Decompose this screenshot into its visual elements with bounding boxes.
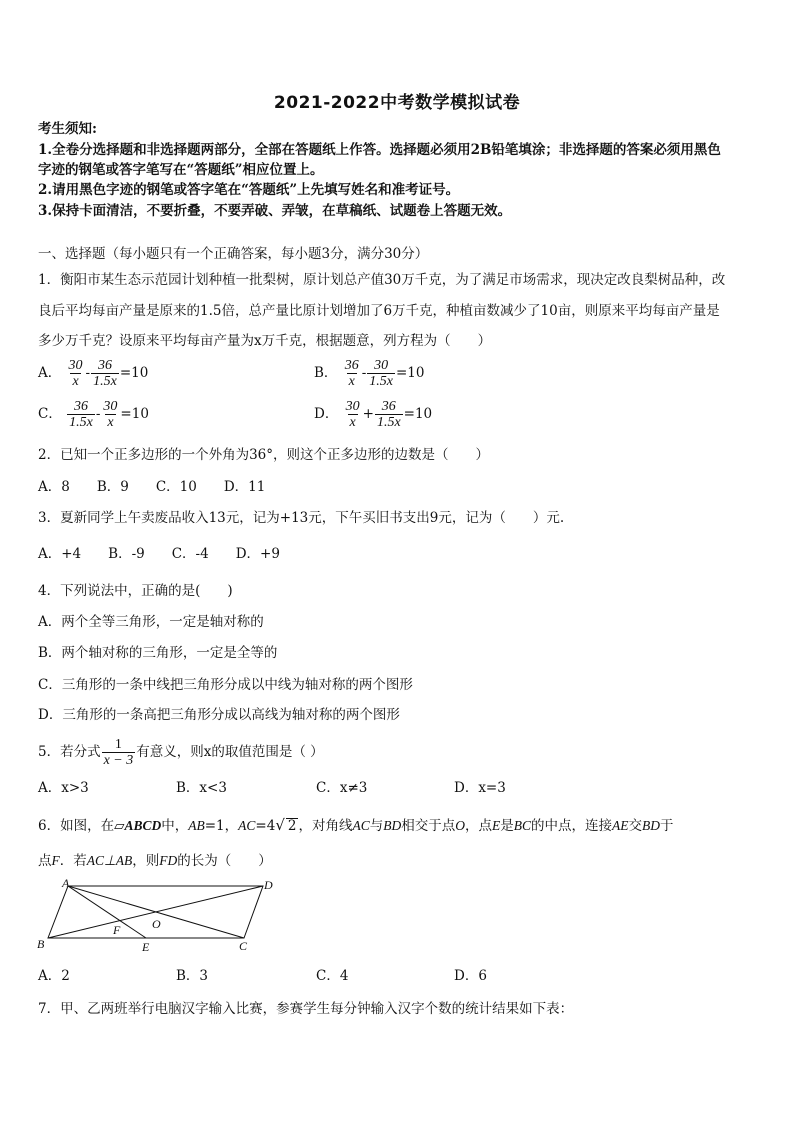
fraction: $\frac{1}{x - 3}$ (103, 737, 134, 768)
q1-stem-line-1: 1．衡阳市某生态示范园计划种植一批梨树，原计划总产值30万千克，为了满足市场需求，现决定改良梨树品种，改 (38, 272, 726, 288)
fraction: $\frac{30}{x}$ (103, 399, 118, 430)
notice-item-3: 3.保持卡面清洁，不要折叠，不要弄破、弄皱，在草稿纸、试题卷上答题无效。 (38, 203, 512, 219)
label-c: C (239, 939, 248, 953)
fraction: $\frac{36}{1.5x}$ (93, 358, 117, 389)
label-d: D (264, 878, 273, 892)
q6-stem-line-2: 点F．若AC⊥AB，则FD的长为（ ） (38, 853, 272, 869)
label-e: E (142, 940, 150, 954)
q4-option-a: A．两个全等三角形，一定是轴对称的 (38, 614, 264, 630)
q5-stem: 5．若分式 $\frac{1}{x - 3}$ 有意义，则x的取值范围是（ ） (38, 737, 324, 768)
notice-heading: 考生须知: (38, 121, 97, 137)
q2-stem: 2．已知一个正多边形的一个外角为36°，则这个正多边形的边数是（ ） (38, 447, 490, 463)
q3-stem: 3．夏新同学上午卖废品收入13元，记为+13元，下午买旧书支出9元，记为（ ）元. (38, 510, 565, 526)
q1-stem-line-3: 多少万千克？设原来平均每亩产量为x万千克，根据题意，列方程为（ ） (38, 333, 492, 349)
q1-stem-line-2: 良后平均每亩产量是原来的1.5倍，总产量比原计划增加了6万千克，种植亩数减少了10亩，则原来平均每亩产量是 (38, 303, 720, 319)
fraction: $\frac{36}{x}$ (344, 358, 359, 389)
q6-option-c: C．4 (316, 968, 349, 984)
fraction: $\frac{36}{1.5x}$ (376, 399, 401, 430)
parallelogram-figure (34, 876, 284, 956)
q3-options: A．+4 B．-9 C．-4 D．+9 (38, 546, 280, 562)
label-o: O (152, 917, 161, 931)
q5-option-d: D．x=3 (454, 780, 506, 796)
q4-option-b: B．两个轴对称的三角形，一定是全等的 (38, 645, 278, 661)
q4-option-d: D．三角形的一条高把三角形分成以高线为轴对称的两个图形 (38, 707, 400, 723)
q5-option-b: B．x<3 (176, 780, 227, 796)
q6-option-d: D．6 (454, 968, 487, 984)
label-f: F (113, 923, 121, 937)
q1-option-a: A． $\frac{30}{x}$ - $\frac{36}{1.5x}$ =10 (38, 358, 149, 389)
q2-options: A．8 B．9 C．10 D．11 (38, 479, 266, 495)
q1-option-c: C． $\frac{36}{1.5x}$ - $\frac{30}{x}$ =10 (38, 399, 149, 430)
q6-stem-line-1: 6．如图，在▱ABCD中，AB=1，AC=4√ 2 ，对角线AC与BD相交于点O，点E是BC的中点，连接AE交BD于 (38, 816, 674, 834)
q7-stem: 7．甲、乙两班举行电脑汉字输入比赛，参赛学生每分钟输入汉字个数的统计结果如下表： (38, 1001, 574, 1017)
q1-option-b: B． $\frac{36}{x}$ - $\frac{30}{1.5x}$ =10 (314, 358, 425, 389)
q6-option-a: A．2 (38, 968, 70, 984)
q4-option-c: C．三角形的一条中线把三角形分成以中线为轴对称的两个图形 (38, 677, 413, 693)
label-b: B (37, 937, 45, 951)
q5-option-a: A．x>3 (38, 780, 89, 796)
fraction: $\frac{30}{x}$ (68, 358, 83, 389)
notice-item-1: 1.全卷分选择题和非选择题两部分，全部在答题纸上作答。选择题必须用2B铅笔填涂；非选择题的答案必须用黑色 (38, 142, 721, 158)
q5-option-c: C．x≠3 (316, 780, 368, 796)
label-a: A (62, 876, 70, 890)
fraction: $\frac{30}{1.5x}$ (369, 358, 393, 389)
q6-option-b: B．3 (176, 968, 209, 984)
page-title: 2021-2022中考数学模拟试卷 (273, 93, 521, 113)
sqrt-icon: √ (275, 816, 285, 834)
notice-item-1-cont: 字迹的钢笔或答字笔写在“答题纸”相应位置上。 (38, 162, 324, 178)
fraction: $\frac{30}{x}$ (345, 399, 360, 430)
q1-option-d: D． $\frac{30}{x}$ + $\frac{36}{1.5x}$ =10 (314, 399, 433, 430)
q4-stem: 4．下列说法中，正确的是( ) (38, 583, 233, 599)
notice-item-2: 2.请用黑色字迹的钢笔或答字笔在“答题纸”上先填写姓名和准考证号。 (38, 182, 460, 198)
section-heading: 一、选择题（每小题只有一个正确答案，每小题3分，满分30分） (38, 246, 429, 262)
fraction: $\frac{36}{1.5x}$ (69, 399, 93, 430)
